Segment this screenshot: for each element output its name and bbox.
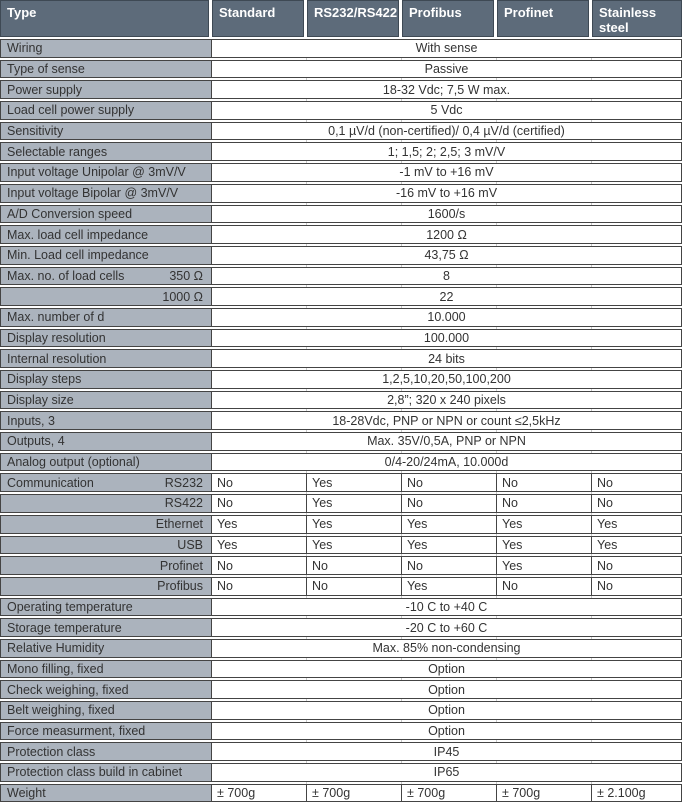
row-label-cell	[0, 639, 212, 658]
row-label: Belt weighing, fixed	[7, 703, 115, 718]
row-value-cell: 0/4-20/24mA, 10.000d	[212, 453, 682, 472]
row-label-cell	[0, 39, 212, 58]
row-sublabel: 1000 Ω	[162, 289, 203, 304]
row-label: Power supply	[7, 82, 83, 97]
row-value-cell: 22	[212, 287, 682, 306]
table-row	[0, 60, 682, 79]
row-label-cell	[0, 556, 212, 575]
table-row	[0, 391, 682, 410]
row-label: Protection class	[7, 744, 96, 759]
row-value-cell: 8	[212, 267, 682, 286]
row-label: Display steps	[7, 372, 82, 387]
header-cell-profibus: Profibus	[402, 0, 494, 37]
row-sublabel: 350 Ω	[169, 268, 203, 283]
row-label-cell	[0, 742, 212, 761]
row-data-cell: No	[307, 556, 402, 575]
row-label: Check weighing, fixed	[7, 682, 129, 697]
header-cell-type: Type	[0, 0, 209, 37]
table-row	[0, 722, 682, 741]
row-label-cell	[0, 287, 212, 306]
row-data-cell: ± 700g	[402, 784, 497, 803]
row-label: Type of sense	[7, 62, 85, 77]
row-data-cell: Yes	[212, 515, 307, 534]
row-value-cell: 100.000	[212, 329, 682, 348]
row-value-cell: 1600/s	[212, 205, 682, 224]
row-label: Sensitivity	[7, 124, 64, 139]
row-label-cell	[0, 598, 212, 617]
row-data-cell: Yes	[497, 515, 592, 534]
row-label-cell	[0, 411, 212, 430]
table-body	[0, 39, 682, 802]
row-sublabel: USB	[177, 537, 203, 552]
header-cell-rs232-rs422: RS232/RS422	[307, 0, 399, 37]
row-label: A/D Conversion speed	[7, 206, 133, 221]
row-label-cell	[0, 205, 212, 224]
row-data-cell: No	[592, 577, 682, 596]
row-data-cell: No	[592, 473, 682, 492]
row-value-cell: 1,2,5,10,20,50,100,200	[212, 370, 682, 389]
row-label-cell	[0, 329, 212, 348]
table-row	[0, 680, 682, 699]
table-row	[0, 142, 682, 161]
row-label-cell	[0, 453, 212, 472]
row-value-cell: IP65	[212, 763, 682, 782]
row-label-cell	[0, 163, 212, 182]
row-label-cell	[0, 370, 212, 389]
row-label-cell	[0, 680, 212, 699]
row-label-cell	[0, 267, 212, 286]
table-row	[0, 267, 682, 286]
row-label: Input voltage Bipolar @ 3mV/V	[7, 186, 179, 201]
table-row	[0, 205, 682, 224]
row-data-cell: No	[307, 577, 402, 596]
row-label-cell	[0, 618, 212, 637]
row-data-cell: Yes	[402, 536, 497, 555]
row-data-cell: Yes	[402, 515, 497, 534]
table-row	[0, 432, 682, 451]
row-value-cell: Option	[212, 680, 682, 699]
row-data-cell: No	[497, 577, 592, 596]
row-label-cell	[0, 184, 212, 203]
row-data-cell: ± 700g	[307, 784, 402, 803]
row-value-cell: -1 mV to +16 mV	[212, 163, 682, 182]
row-value-cell: Option	[212, 660, 682, 679]
row-value-cell: Max. 85% non-condensing	[212, 639, 682, 658]
table-row	[0, 453, 682, 472]
table-row	[0, 598, 682, 617]
row-label-cell	[0, 432, 212, 451]
table-row	[0, 473, 682, 492]
table-row	[0, 184, 682, 203]
row-label: Input voltage Unipolar @ 3mV/V	[7, 165, 186, 180]
row-label-cell	[0, 80, 212, 99]
row-data-cell: No	[402, 494, 497, 513]
row-label-cell	[0, 246, 212, 265]
row-label: Inputs, 3	[7, 413, 55, 428]
row-label: Max. no. of load cells	[7, 268, 125, 283]
row-label-cell	[0, 660, 212, 679]
table-row	[0, 349, 682, 368]
table-row	[0, 536, 682, 555]
row-value-cell: Option	[212, 701, 682, 720]
row-data-cell: Yes	[497, 536, 592, 555]
table-row	[0, 515, 682, 534]
row-label: Operating temperature	[7, 599, 133, 614]
row-sublabel: Profibus	[157, 579, 203, 594]
table-row	[0, 370, 682, 389]
row-label: Storage temperature	[7, 620, 122, 635]
table-row	[0, 494, 682, 513]
row-label-cell	[0, 577, 212, 596]
row-data-cell: Yes	[307, 515, 402, 534]
row-label-cell	[0, 473, 212, 492]
table-row	[0, 308, 682, 327]
row-label: Force measurment, fixed	[7, 724, 146, 739]
row-data-cell: ± 2.100g	[592, 784, 682, 803]
row-label: Communication	[7, 475, 94, 490]
row-value-cell: 10.000	[212, 308, 682, 327]
row-label: Max. load cell impedance	[7, 227, 149, 242]
row-data-cell: Yes	[307, 473, 402, 492]
row-data-cell: No	[212, 556, 307, 575]
row-value-cell: 5 Vdc	[212, 101, 682, 120]
table-row	[0, 701, 682, 720]
table-row	[0, 660, 682, 679]
row-label: Relative Humidity	[7, 641, 105, 656]
row-data-cell: No	[212, 473, 307, 492]
table-row	[0, 784, 682, 803]
row-label: Display resolution	[7, 330, 106, 345]
row-label-cell	[0, 142, 212, 161]
row-data-cell: No	[212, 577, 307, 596]
row-label-cell	[0, 701, 212, 720]
row-label-cell	[0, 391, 212, 410]
table-row	[0, 763, 682, 782]
row-data-cell: ± 700g	[212, 784, 307, 803]
row-label-cell	[0, 763, 212, 782]
header-cell-standard: Standard	[212, 0, 304, 37]
table-row	[0, 556, 682, 575]
table-row	[0, 225, 682, 244]
row-data-cell: Yes	[212, 536, 307, 555]
table-row	[0, 577, 682, 596]
row-value-cell: 18-32 Vdc; 7,5 W max.	[212, 80, 682, 99]
row-data-cell: No	[402, 556, 497, 575]
row-label: Outputs, 4	[7, 434, 65, 449]
table-row	[0, 246, 682, 265]
row-data-cell: No	[592, 494, 682, 513]
row-data-cell: No	[402, 473, 497, 492]
table-header-row	[0, 0, 682, 37]
row-label-cell	[0, 515, 212, 534]
row-sublabel: RS422	[164, 496, 203, 511]
row-label: Display size	[7, 393, 74, 408]
table-row	[0, 639, 682, 658]
row-value-cell: -10 C to +40 C	[212, 598, 682, 617]
row-data-cell: Yes	[592, 536, 682, 555]
table-row	[0, 163, 682, 182]
row-label-cell	[0, 225, 212, 244]
row-value-cell: With sense	[212, 39, 682, 58]
table-row	[0, 411, 682, 430]
header-cell-stainless-steel: Stainless steel	[592, 0, 682, 37]
table-row	[0, 80, 682, 99]
row-label: Weight	[7, 786, 46, 801]
row-sublabel: RS232	[164, 475, 203, 490]
row-value-cell: Option	[212, 722, 682, 741]
row-value-cell: Passive	[212, 60, 682, 79]
row-label-cell	[0, 122, 212, 141]
row-data-cell: No	[592, 556, 682, 575]
row-value-cell: -16 mV to +16 mV	[212, 184, 682, 203]
row-label-cell	[0, 308, 212, 327]
table-row	[0, 39, 682, 58]
row-label: Mono filling, fixed	[7, 661, 104, 676]
row-label: Load cell power supply	[7, 103, 135, 118]
row-data-cell: No	[212, 494, 307, 513]
row-label-cell	[0, 349, 212, 368]
row-data-cell: Yes	[307, 536, 402, 555]
table-row	[0, 742, 682, 761]
row-data-cell: Yes	[592, 515, 682, 534]
row-value-cell: 1200 Ω	[212, 225, 682, 244]
table-row	[0, 101, 682, 120]
row-label: Max. number of d	[7, 310, 105, 325]
row-label-cell	[0, 101, 212, 120]
row-label: Min. Load cell impedance	[7, 248, 149, 263]
row-label: Selectable ranges	[7, 144, 108, 159]
row-label: Analog output (optional)	[7, 455, 140, 470]
row-label: Wiring	[7, 41, 43, 56]
row-label: Internal resolution	[7, 351, 107, 366]
row-value-cell: IP45	[212, 742, 682, 761]
row-sublabel: Ethernet	[155, 517, 203, 532]
table-row	[0, 618, 682, 637]
table-row	[0, 287, 682, 306]
row-data-cell: Yes	[307, 494, 402, 513]
row-data-cell: ± 700g	[497, 784, 592, 803]
row-label-cell	[0, 536, 212, 555]
row-value-cell: 0,1 µV/d (non-certified)/ 0,4 µV/d (certified)	[212, 122, 682, 141]
table-row	[0, 329, 682, 348]
row-value-cell: Max. 35V/0,5A, PNP or NPN	[212, 432, 682, 451]
row-label-cell	[0, 784, 212, 803]
row-sublabel: Profinet	[159, 558, 203, 573]
row-data-cell: No	[497, 494, 592, 513]
header-cell-profinet: Profinet	[497, 0, 589, 37]
row-label-cell	[0, 722, 212, 741]
row-data-cell: Yes	[402, 577, 497, 596]
row-value-cell: 1; 1,5; 2; 2,5; 3 mV/V	[212, 142, 682, 161]
row-label-cell	[0, 60, 212, 79]
row-value-cell: 43,75 Ω	[212, 246, 682, 265]
row-data-cell: No	[497, 473, 592, 492]
row-value-cell: 2,8”; 320 x 240 pixels	[212, 391, 682, 410]
row-data-cell: Yes	[497, 556, 592, 575]
table-row	[0, 122, 682, 141]
row-value-cell: -20 C to +60 C	[212, 618, 682, 637]
row-label-cell	[0, 494, 212, 513]
row-value-cell: 24 bits	[212, 349, 682, 368]
row-label: Protection class build in cabinet	[7, 765, 183, 780]
row-value-cell: 18-28Vdc, PNP or NPN or count ≤2,5kHz	[212, 411, 682, 430]
